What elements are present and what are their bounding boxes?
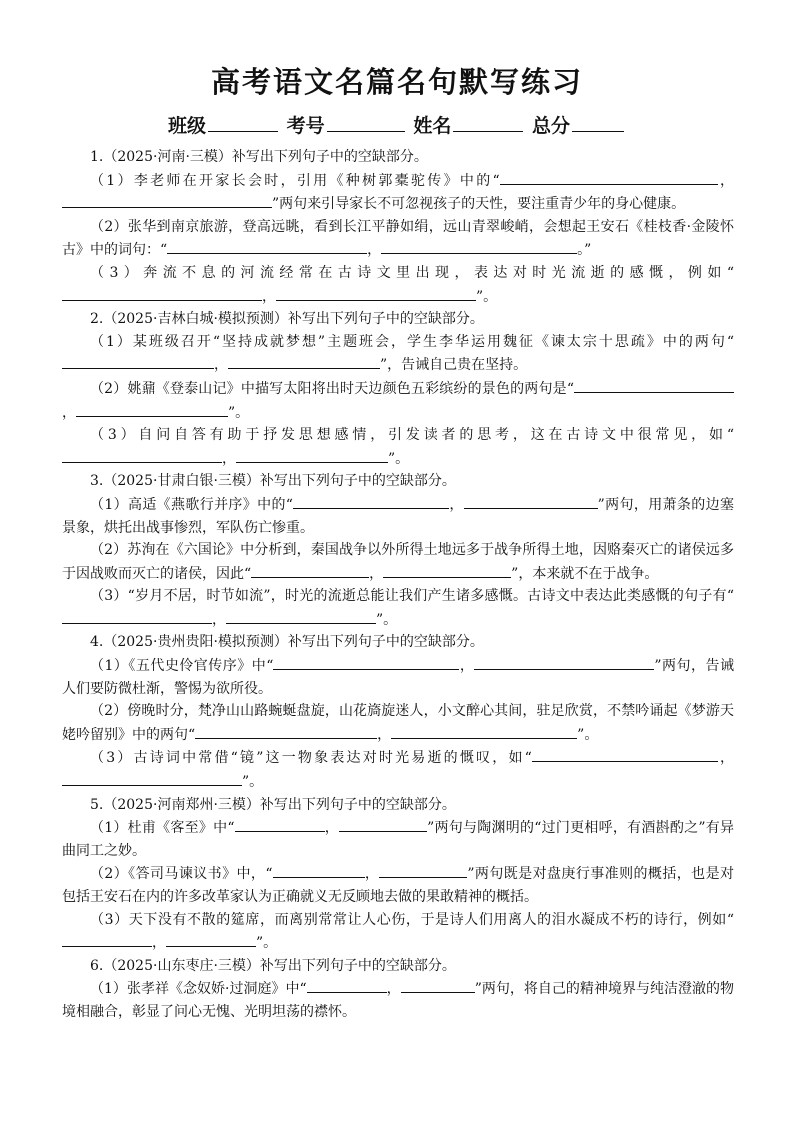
question-6-header: 6.（2025·山东枣庄·三模）补写出下列句子中的空缺部分。 (90, 957, 456, 974)
score-label: 总分 (531, 115, 570, 137)
questions-area (62, 146, 734, 1024)
question-4-sub-2: （2）傍晚时分，梵净山山路蜿蜒盘旋，山花旖旋迷人，小文醉心其间，驻足欣赏，不禁吟诵起《梦游天姥吟留别》中的两句“ ， ”。 (62, 703, 734, 743)
answer-blank[interactable] (381, 238, 577, 254)
question-2-sub-2: （2）姚鼐《登泰山记》中描写太阳将出时天边颜色五彩缤纷的景色的两句是“， ”。 (62, 377, 734, 424)
answer-blank[interactable] (379, 862, 467, 878)
question-1-sub-1: （1）李老师在开家长会时，引用《种树郭橐驼传》中的“ ，”两句来引导家长不可忽视孩子的天性，要注重青少年的身心健康。 (62, 169, 734, 216)
student-info-line (0, 111, 794, 138)
answer-blank[interactable] (500, 169, 718, 185)
answer-blank[interactable] (62, 447, 222, 463)
name-blank[interactable] (453, 113, 523, 132)
question-4-sub-3: （3）古诗词中常借“镜”这一物象表达对时光易逝的慨叹，如“ ，”。 (62, 746, 734, 793)
class-blank[interactable] (208, 113, 278, 132)
question-2-header: 2.（2025·吉林白城·模拟预测）补写出下列句子中的空缺部分。 (90, 311, 484, 328)
answer-blank[interactable] (167, 238, 367, 254)
answer-blank[interactable] (474, 654, 654, 670)
answer-blank[interactable] (62, 608, 212, 624)
question-1-header: 1.（2025·河南·三模）补写出下列句子中的空缺部分。 (90, 149, 428, 165)
answer-blank[interactable] (251, 562, 369, 578)
page-title: 高考语文名篇名句默写练习 (210, 65, 583, 99)
answer-blank[interactable] (307, 977, 387, 993)
name-label: 姓名 (413, 115, 452, 137)
question-4-sub-1: （1）《五代史伶官传序》中“ ， ”两句，告诫人们要防微杜渐，警惕为欲所役。 (62, 654, 734, 700)
question-3-sub-1: （1）高适《燕歌行并序》中的“ ， ”两句，用萧条的边塞景象，烘托出战事惨烈，军队伤亡惨重。 (62, 493, 734, 539)
question-5-sub-1: （1）杜甫《客至》中“ ， ”两句与陶渊明的“过门更相呼，有酒斟酌之”有异曲同工之妙。 (62, 816, 734, 862)
answer-blank[interactable] (339, 816, 427, 832)
answer-blank[interactable] (273, 862, 365, 878)
answer-blank[interactable] (391, 723, 577, 739)
answer-blank[interactable] (62, 192, 272, 208)
question-4-header: 4.（2025·贵州贵阳·模拟预测）补写出下列句子中的空缺部分。 (90, 634, 484, 651)
answer-blank[interactable] (236, 447, 388, 463)
question-2-sub-3: （3）自问自答有助于抒发思想感情，引发读者的思考，这在古诗文中很常见，如“， ”。 (62, 424, 734, 470)
question-3-sub-3: （3）“岁月不居，时节如流”，时光的流逝总能让我们产生诸多感慨。古诗文中表达此类感慨的句子有“， ”。 (62, 585, 734, 631)
answer-blank[interactable] (273, 654, 459, 670)
answer-blank[interactable] (228, 353, 380, 369)
question-5-sub-2: （2）《答司马谏议书》中，“ ， ”两句既是对盘庚行事准则的概括，也是对包括王安石在内的许多改革家认为正确就义无反顾地去做的果敢精神的概括。 (62, 862, 734, 908)
answer-blank[interactable] (62, 770, 242, 786)
answer-blank[interactable] (464, 493, 598, 509)
answer-blank[interactable] (76, 401, 228, 417)
answer-blank[interactable] (401, 977, 475, 993)
answer-blank[interactable] (62, 353, 214, 369)
question-6-sub-1: （1）张孝祥《念奴娇·过洞庭》中“ ， ”两句，将自己的精神境界与纯洁澄澈的物境相融合，彰显了问心无愧、光明坦荡的襟怀。 (62, 977, 734, 1023)
question-1-sub-2: （2）张华到南京旅游，登高远眺，看到长江平静如绢，远山青翠峻峭，会想起王安石《桂枝香·金陵怀古》中的词句：“ ， 。” (62, 218, 734, 259)
answer-blank[interactable] (226, 608, 376, 624)
answer-blank[interactable] (532, 746, 718, 762)
answer-blank[interactable] (62, 931, 152, 947)
question-5-header: 5.（2025·河南郑州·三模）补写出下列句子中的空缺部分。 (90, 796, 456, 813)
answer-blank[interactable] (574, 377, 734, 393)
question-3-header: 3.（2025·甘肃白银·三模）补写出下列句子中的空缺部分。 (90, 473, 456, 490)
question-2-sub-1: （1）某班级召开“坚持成就梦想”主题班会，学生李华运用魏征《谏太宗十思疏》中的两句“， ”，告诫自己贵在坚持。 (62, 331, 734, 377)
number-label: 考号 (286, 115, 325, 137)
question-5-sub-3: （3）天下没有不散的筵席，而离别常常让人心伤，于是诗人们用离人的泪水凝成不朽的诗行，例如“， ”。 (62, 909, 734, 955)
score-blank[interactable] (572, 113, 624, 132)
answer-blank[interactable] (383, 562, 511, 578)
number-blank[interactable] (327, 113, 405, 132)
answer-blank[interactable] (293, 493, 449, 509)
answer-blank[interactable] (62, 285, 262, 301)
answer-blank[interactable] (166, 931, 256, 947)
question-1-sub-3: （3）奔流不息的河流经常在古诗文里出现，表达对时光流逝的感慨，例如“， ”。 (62, 262, 734, 308)
question-3-sub-2: （2）苏洵在《六国论》中分析到，秦国战争以外所得土地远多于战争所得土地，因赂秦灭亡的诸侯远多于因战败而灭亡的诸侯，因此“ ， ”，本来就不在于战争。 (62, 542, 734, 582)
answer-blank[interactable] (235, 816, 325, 832)
class-label: 班级 (168, 115, 207, 137)
answer-blank[interactable] (276, 285, 476, 301)
answer-blank[interactable] (195, 723, 377, 739)
